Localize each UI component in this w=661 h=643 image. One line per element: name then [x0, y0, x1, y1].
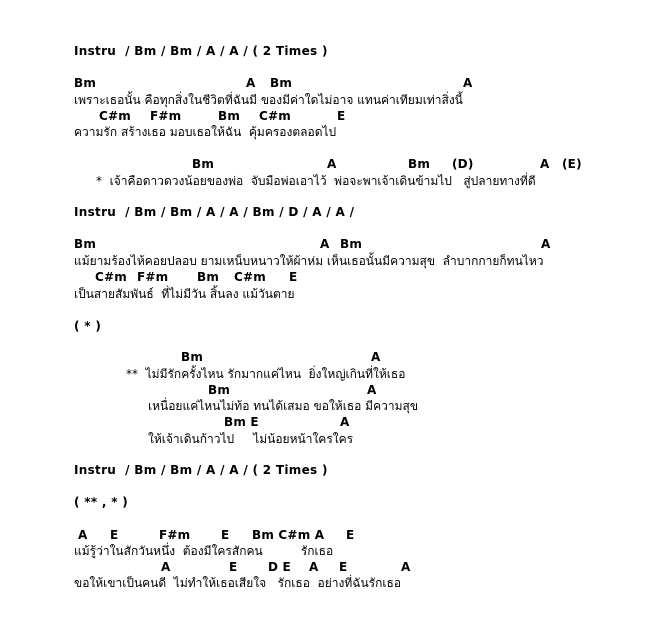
chord-symbol: (E) [562, 157, 582, 171]
lyric-line: ให้เจ้าเดินก้าวไป ไม่น้อยหน้าใครใคร [148, 432, 354, 446]
chord-symbol: A [367, 383, 377, 397]
chord-symbol: C#m [99, 109, 131, 123]
chord-symbol: Bm E [224, 415, 259, 429]
chord-symbol: E [289, 270, 298, 284]
chord-symbol: Bm [408, 157, 431, 171]
chord-symbol: D E [268, 560, 291, 574]
chord-symbol: E [339, 560, 348, 574]
chord-symbol: E [221, 528, 230, 542]
chord-symbol: Bm [340, 237, 363, 251]
chord-symbol: (D) [452, 157, 474, 171]
instrumental-line-3: Instru / Bm / Bm / A / A / ( 2 Times ) [74, 463, 328, 477]
chord-symbol: F#m [159, 528, 191, 542]
lyric-line: ขอให้เขาเป็นคนดี ไม่ทำให้เธอเสียใจ รักเธอ อย่างที่ฉันรักเธอ [74, 576, 402, 590]
chord-symbol: A [327, 157, 337, 171]
chord-symbol: E [229, 560, 238, 574]
chord-symbol: A [541, 237, 551, 251]
chord-symbol: Bm [74, 237, 97, 251]
chord-symbol: Bm [192, 157, 215, 171]
lyric-line: ความรัก สร้างเธอ มอบเธอให้ฉัน คุ้มครองตลอดไป [74, 125, 337, 139]
chord-symbol: A [161, 560, 171, 574]
chord-symbol: Bm [197, 270, 220, 284]
lyric-line: เหนื่อยแค่ไหนไม่ท้อ ทนได้เสมอ ขอให้เธอ มีความสุข [148, 399, 419, 413]
chord-symbol: A [371, 350, 381, 364]
lyric-line: แม้ยามร้องไห้คอยปลอบ ยามเหน็บหนาวให้ผ้าห่ม เห็นเธอนั้นมีความสุข ลำบากกายก็ทนไหว [74, 254, 544, 268]
lyric-line: ** ไม่มีรักครั้งไหน รักมากแค่ไหน ยิ่งใหญ่เกินที่ให้เธอ [126, 367, 406, 381]
chord-symbol: A [320, 237, 330, 251]
chord-symbol: Bm [218, 109, 241, 123]
chord-symbol: E [337, 109, 346, 123]
instrumental-line-2: Instru / Bm / Bm / A / A / Bm / D / A / A / [74, 205, 355, 219]
repeat-marker: ( * ) [74, 319, 102, 333]
chord-symbol: Bm [270, 76, 293, 90]
chord-symbol: Bm [208, 383, 231, 397]
instrumental-line-1: Instru / Bm / Bm / A / A / ( 2 Times ) [74, 44, 328, 58]
repeat-marker: ( ** , * ) [74, 495, 129, 509]
chord-symbol: Bm [74, 76, 97, 90]
lyric-line: * เจ้าคือดาวดวงน้อยของพ่อ จับมือพ่อเอาไว้ พ่อจะพาเจ้าเดินข้ามไป สู่ปลายทางที่ดี [96, 174, 536, 188]
chord-symbol: Bm [181, 350, 204, 364]
chord-symbol: A [540, 157, 550, 171]
chord-symbol: A [246, 76, 256, 90]
chord-symbol: Bm C#m A [252, 528, 325, 542]
chord-symbol: C#m [259, 109, 291, 123]
lyric-line: แม้รู้ว่าในสักวันหนึ่ง ต้องมีใครสักคน รักเธอ [74, 544, 334, 558]
chord-symbol: E [346, 528, 355, 542]
chord-symbol: C#m [234, 270, 266, 284]
lyric-line: เพราะเธอนั้น คือทุกสิ่งในชีวิตที่ฉันมี ของมีค่าใดไม่อาจ แทนค่าเทียมเท่าสิ่งนี้ [74, 93, 463, 107]
chord-symbol: A [401, 560, 411, 574]
lyric-line: เป็นสายสัมพันธ์ ที่ไม่มีวัน สิ้นลง แม้วันตาย [74, 287, 295, 301]
chord-symbol: F#m [150, 109, 182, 123]
chord-symbol: F#m [137, 270, 169, 284]
chord-symbol: A [463, 76, 473, 90]
chord-symbol: A [309, 560, 319, 574]
chord-symbol: C#m [95, 270, 127, 284]
chord-symbol: E [110, 528, 119, 542]
chord-symbol: A [340, 415, 350, 429]
chord-symbol: A [78, 528, 88, 542]
